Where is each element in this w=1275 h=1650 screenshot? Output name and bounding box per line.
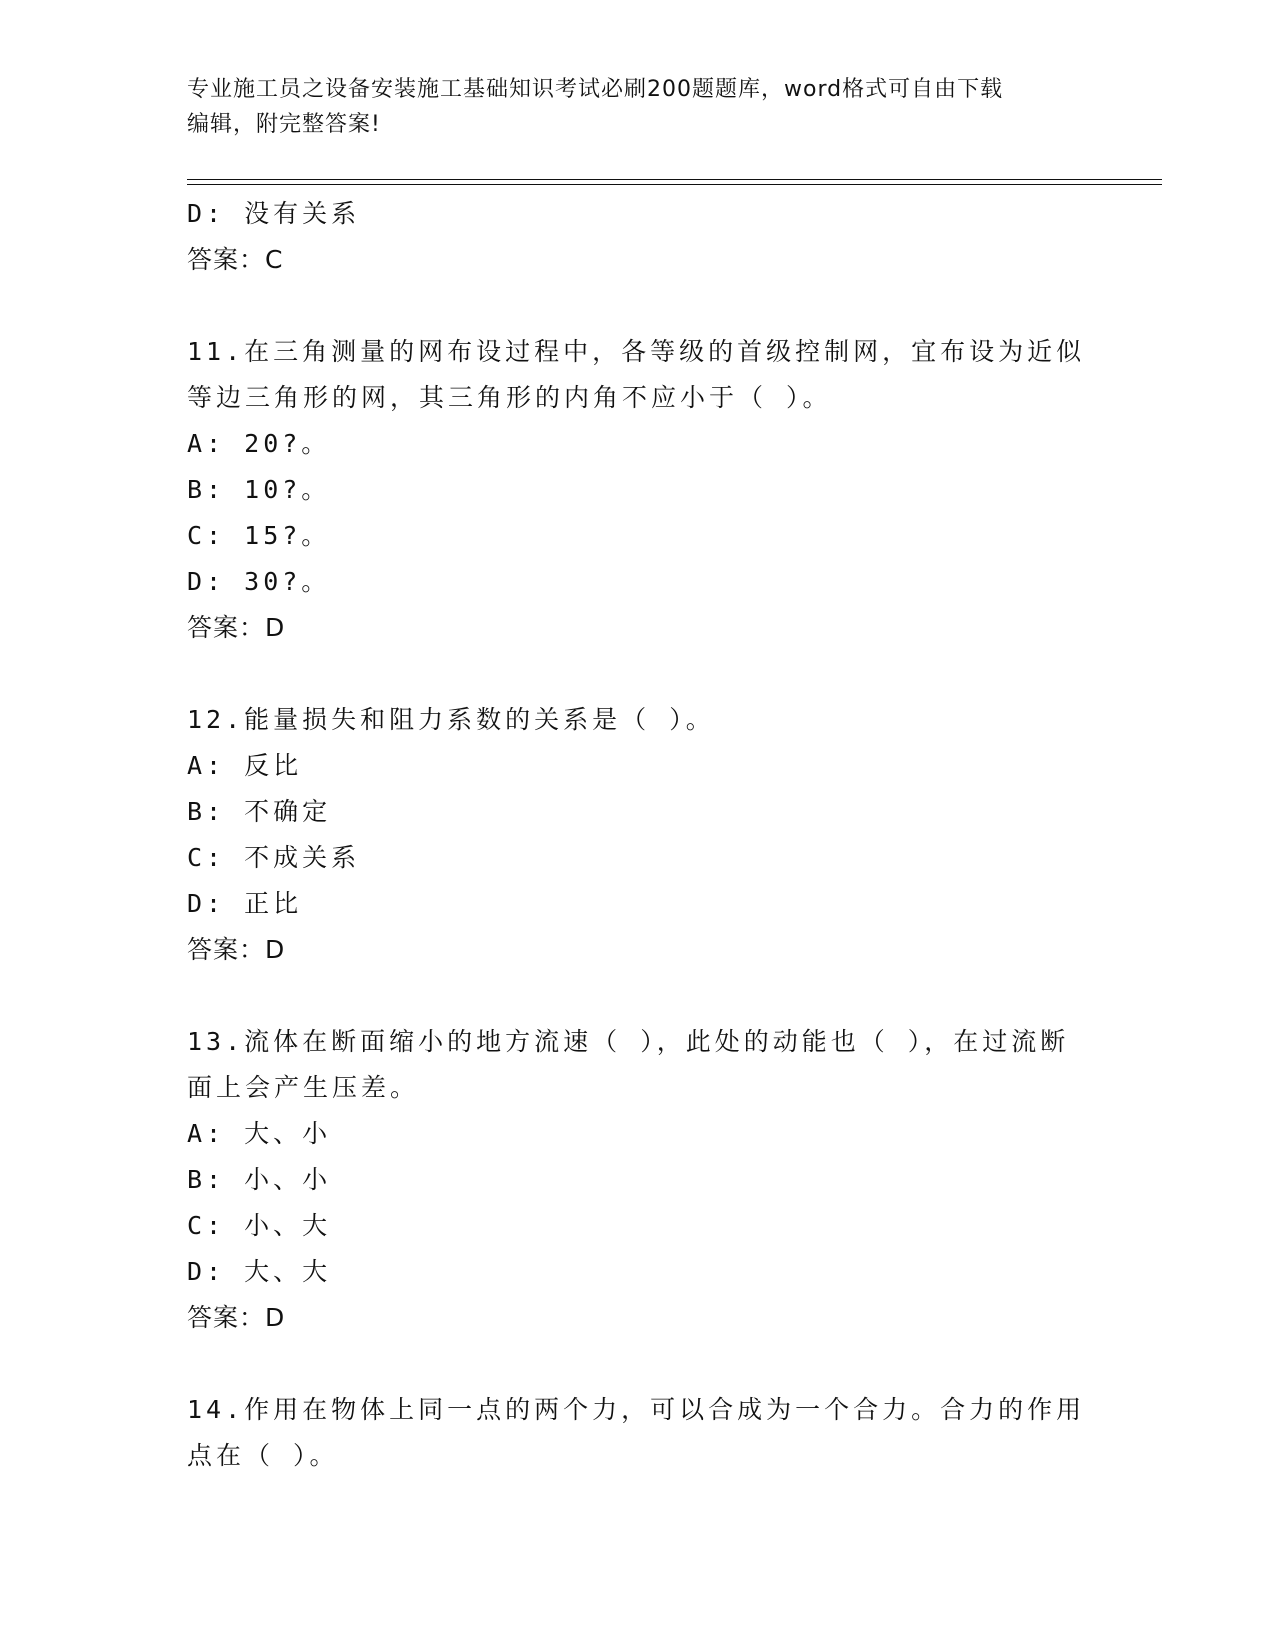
document-header [187, 72, 1087, 142]
question-11 [187, 329, 1087, 651]
option-a: A: 20?。 [187, 429, 331, 458]
question-text-line-1: 12.能量损失和阻力系数的关系是（ ）。 [187, 705, 715, 734]
answer-line: 答案：C [187, 245, 284, 274]
question-text-line-1: 13.流体在断面缩小的地方流速（ ），此处的动能也（ ），在过流断 [187, 1027, 1070, 1056]
question-list [187, 191, 1087, 1479]
option-c: C: 15?。 [187, 521, 331, 550]
option-d: D: 正比 [187, 889, 303, 918]
spacer [187, 1341, 1087, 1387]
option-a: A: 大、小 [187, 1119, 332, 1148]
question-text-line-1: 11.在三角测量的网布设过程中，各等级的首级控制网，宜布设为近似 [187, 337, 1086, 366]
option-c: C: 小、大 [187, 1211, 332, 1240]
question-text-line-2: 面上会产生压差。 [187, 1073, 420, 1102]
option-b: B: 小、小 [187, 1165, 332, 1194]
spacer [187, 283, 1087, 329]
question-12 [187, 697, 1087, 973]
option-c: C: 不成关系 [187, 843, 361, 872]
spacer [187, 651, 1087, 697]
option-d: D: 没有关系 [187, 199, 361, 228]
question-text-line-2: 点在（ ）。 [187, 1441, 339, 1470]
answer-line: 答案：D [187, 935, 286, 964]
spacer [187, 973, 1087, 1019]
option-d: D: 30?。 [187, 567, 331, 596]
question-13 [187, 1019, 1087, 1341]
question-14 [187, 1387, 1087, 1479]
header-title-line-2: 编辑，附完整答案! [187, 112, 381, 137]
previous-question-tail [187, 191, 1087, 283]
header-divider-bottom [187, 184, 1162, 185]
option-a: A: 反比 [187, 751, 303, 780]
question-text-line-1: 14.作用在物体上同一点的两个力，可以合成为一个合力。合力的作用 [187, 1395, 1086, 1424]
answer-line: 答案：D [187, 1303, 286, 1332]
question-text-line-2: 等边三角形的网，其三角形的内角不应小于（ ）。 [187, 383, 832, 412]
option-b: B: 10?。 [187, 475, 331, 504]
option-b: B: 不确定 [187, 797, 332, 826]
header-title-line-1: 专业施工员之设备安装施工基础知识考试必刷200题题库，word格式可自由下载 [187, 77, 1004, 102]
answer-line: 答案：D [187, 613, 286, 642]
option-d: D: 大、大 [187, 1257, 332, 1286]
header-divider-top [187, 179, 1162, 180]
